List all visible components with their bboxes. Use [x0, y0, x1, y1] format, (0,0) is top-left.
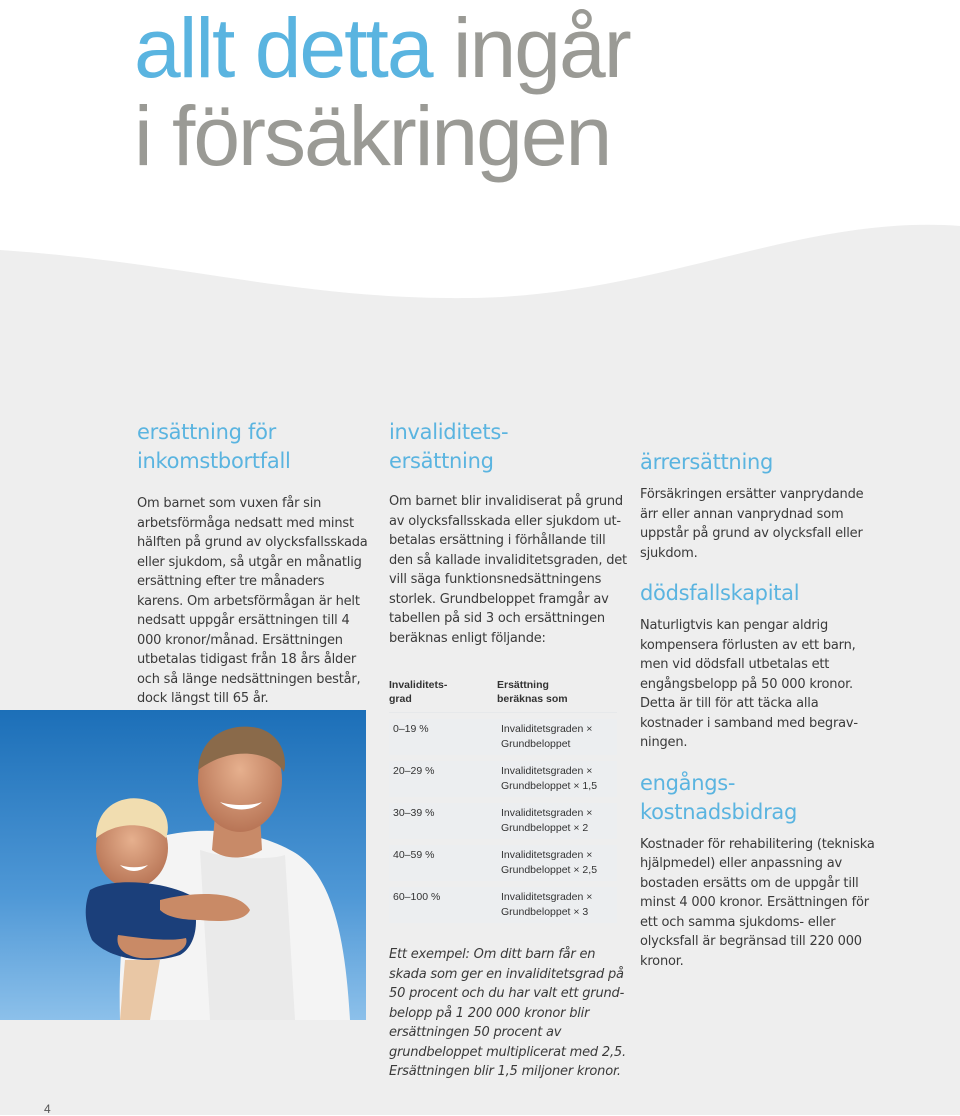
table-row — [389, 761, 617, 797]
formula-cell: Invaliditetsgraden × Grundbeloppet — [497, 719, 617, 755]
death-body: Naturligtvis kan pengar aldrig kompensera förlusten av ett barn, men vid dödsfall utbetalas ett engångsbelopp på 50 000 kronor. Detta är till för att täcka alla kostnader i samband med begravningen. — [640, 618, 859, 750]
formula-cell: Invaliditetsgraden × Grundbeloppet × 2,5 — [497, 845, 617, 881]
costs-heading: engångs- kostnadsbidrag — [640, 770, 798, 824]
death-heading: dödsfallskapital — [640, 581, 800, 605]
grade-cell: 20–29 % — [389, 761, 497, 797]
costs-body: Kostnader för rehabilitering (tekniska hjälpmedel) eller anpassning av bostaden ersätts om de uppgår till minst 4 000 kronor. Ersättningen för ett och samma sjukdoms- eller olycksfall är begränsad till 220 000 kronor. — [640, 836, 875, 969]
income-loss-heading: ersättning för inkomstbortfall — [137, 420, 291, 473]
right-column — [640, 448, 875, 987]
father-and-son-photo — [0, 710, 366, 1020]
table-header-row — [389, 678, 617, 713]
grade-cell: 0–19 % — [389, 719, 497, 755]
grade-cell: 60–100 % — [389, 887, 497, 923]
headline-line2: i försäkringen — [134, 89, 611, 183]
table-row — [389, 719, 617, 755]
disability-section — [389, 418, 627, 1082]
page-headline — [134, 1, 630, 183]
scar-heading: ärrersättning — [640, 450, 774, 474]
headline-accent: allt detta — [134, 1, 432, 95]
scar-body: Försäkringen ersätter vanprydande ärr eller annan vanprydnad som uppstår på grund av olycksfall eller sjukdom. — [640, 487, 864, 561]
income-loss-body: Om barnet som vuxen får sin arbetsförmåga nedsatt med minst hälften på grund av olycksfallsskada eller sjukdom, så utgår en månatlig ersättning efter tre månaders karens. Om arbetsförmågan är helt nedsatt uppgår ersättningen till 4 000 kronor/månad. Ersättningen utbetalas tidigast från 18 års ålder och så länge nedsättningen består, dock längst till 65 år. — [137, 496, 368, 706]
headline-rest: ingår — [452, 1, 630, 95]
page-number: 4 — [44, 1102, 51, 1116]
disability-body: Om barnet blir invalidiserat på grund av olycksfallsskada eller sjukdom utbetalas ersättning i förhållande till den så kallade invaliditetsgraden, det vill säga funktionsnedsättningens storlek. Grundbeloppet framgår av tabellen på sid 3 och ersättningen beräknas enligt följande: — [389, 494, 627, 646]
table-row — [389, 887, 617, 923]
table-row — [389, 845, 617, 881]
header-grade: Invaliditets- grad — [389, 678, 497, 713]
example-text: Ett exempel: Om ditt barn får en skada som ger en invaliditetsgrad på 50 procent och du har valt ett grundbelopp på 1 200 000 kronor blir ersättningen 50 procent av grundbeloppet multiplicerat med 2,5. Ersättningen blir 1,5 miljoner kronor. — [389, 947, 626, 1079]
disability-heading: invaliditets- ersättning — [389, 420, 509, 473]
income-loss-section — [137, 418, 369, 709]
formula-cell: Invaliditetsgraden × Grundbeloppet × 1,5 — [497, 761, 617, 797]
grade-cell: 40–59 % — [389, 845, 497, 881]
table-row — [389, 803, 617, 839]
disability-table — [389, 672, 617, 929]
formula-cell: Invaliditetsgraden × Grundbeloppet × 3 — [497, 887, 617, 923]
grade-cell: 30–39 % — [389, 803, 497, 839]
formula-cell: Invaliditetsgraden × Grundbeloppet × 2 — [497, 803, 617, 839]
header-compensation: Ersättning beräknas som — [497, 678, 617, 713]
